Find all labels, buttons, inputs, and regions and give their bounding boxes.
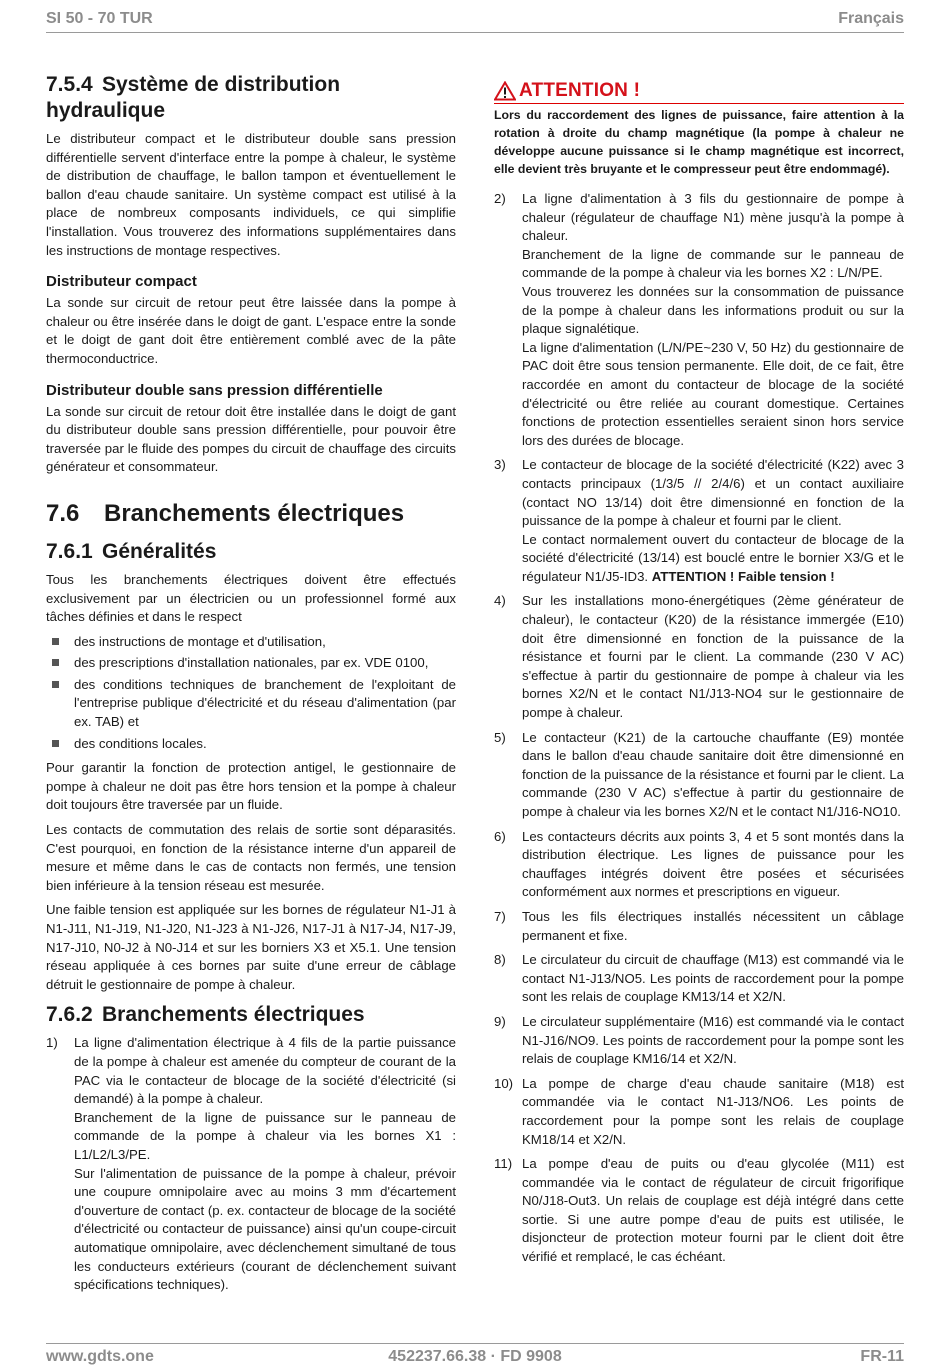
generalites-bullet-list [46,633,456,754]
list-item: 10) La pompe de charge d'eau chaude sanitaire (M18) est commandée via le contact N1-J13/NO6. Les points de raccordement pour la pompe sont les relais de couplage KM18/14 et X2/N. [494,1075,904,1147]
generalites-contacts: Les contacts de commutation des relais de sortie sont déparasités. C'est pourquoi, en fonction de la résistance interne d'un appareil de mesure et même dans le cas de contacts non fermés, une tension bien inférieure à la tension réseau est mesurée. [46,822,456,893]
faible-tension-warning: ATTENTION ! Faible tension ! [651,568,835,584]
distributeur-double-heading: Distributeur double sans pression différentielle [46,381,383,399]
list-item: 5) Le contacteur (K21) de la cartouche chauffante (E9) montée dans le ballon d'eau chaude sanitaire doit être dimensionné en fonction de la puissance de la résistance et fourni par le client. La commande (230 V AC) s'effectue à partir du gestionnaire de pompe à chaleur via les bornes X2/N et le contact N1/J16-NO10. [494,729,904,819]
section-7-6-heading: 7.6 Branchements électriques [46,499,405,527]
square-bullet-icon [52,740,59,747]
warning-triangle-icon [494,81,516,101]
list-item: 4) Sur les installations mono-énergétiques (2ème générateur de chaleur), le contacteur (K20) de la résistance immergée (E10) doit être dimensionné en fonction de la puissance de la résistance et fourni par le client. La commande (230 V AC) s'effectue à partir du gestionnaire de pompe à chaleur via les bornes X2/N et le contact N1/J13-NO4 sur le gestionnaire de pompe à chaleur. [494,593,904,721]
footer-website: www.gdts.one [46,1348,154,1365]
distributeur-compact-text: La sonde sur circuit de retour peut être laissée dans la pompe à chaleur ou être insérée dans le doigt de gant. L'espace entre la sonde et le doigt de gant doit être entièrement comblé avec de la pâte thermoconductrice. [46,295,456,366]
page-footer [46,1343,904,1370]
list-item: 3) Le contacteur de blocage de la société d'électricité (K22) avec 3 contacts principaux (1/3/5 // 2/4/6) et un contact auxiliaire (contact NO 13/14) doit être dimensionné en fonction de la puissance de la pompe à chaleur et fourni par le client. Le contact normalement ouvert du contacteur de blocage de la société d'électricité (13/14) est bouclé entre le bornier X3/G et le régulateur N1/J5-ID3. ATTENTION ! Faible tension ! [494,457,904,584]
list-item: des prescriptions d'installation nationales, par ex. VDE 0100, [46,654,456,673]
header-model: SI 50 - 70 TUR [46,10,153,27]
attention-text: Lors du raccordement des lignes de puissance, faire attention à la rotation à droite du champ magnétique (la pompe à chaleur ne développe aucune puissance si le champ magnétique est incorrect, elle devient très bruyante et le compresseur peut être endommagé). [494,108,904,176]
list-item: des conditions techniques de branchement de l'exploitant de l'entreprise publique d'électricité et du réseau d'alimentation (par ex. TAB) et [46,676,456,732]
section-7-6-1-heading: 7.6.1 Généralités [46,539,217,563]
square-bullet-icon [52,659,59,666]
list-item: 2) La ligne d'alimentation à 3 fils du gestionnaire de pompe à chaleur (régulateur de chauffage N1) mène jusqu'à la pompe à chaleur. Branchement de la ligne de commande sur le panneau de commande de la pompe à chaleur via les bornes X2 : L/N/PE. Vous trouverez les données sur la consommation de puissance de la pompe à chaleur dans les informations produit ou sur la plaque signalétique. La ligne d'alimentation (L/N/PE~230 V, 50 Hz) du gestionnaire de PAC doit être sous tension permanente. Elle doit, de ce fait, être raccordée en amont du contacteur de blocage de la société d'électricité ou être reliée au courant domestique. Certaines fonctions de protection essentielles seraient sinon hors service lors des durées de blocage. [494,191,904,448]
list-item: des instructions de montage et d'utilisation, [46,633,456,652]
generalites-intro: Tous les branchements électriques doivent être effectués exclusivement par un électricien ou un professionnel formé aux tâches définies et dans le respect [46,571,456,625]
list-item: 1) La ligne d'alimentation électrique à 4 fils de la partie puissance de la pompe à chaleur est amenée du compteur de courant de la PAC via le contacteur de blocage de la société d'électricité (si demandé) à la pompe à chaleur. Branchement de la ligne de puissance sur le panneau de commande de la pompe à chaleur via les bornes X1 : L1/L2/L3/PE. Sur l'alimentation de puissance de la pompe à chaleur, prévoir une coupure omnipolaire avec au moins 3 mm d'écartement d'ouverture de contact (p. ex. contacteur de blocage de la société d'électricité ou contacteur de puissance) ainsi qu'un coupe-circuit automatique omnipolaire, avec déclenchement simultané de tous les conducteurs extérieurs (courant de déclenchement suivant spécifications techniques). [46,1035,456,1293]
section-7-5-4-heading: 7.5.4 Système de distribution hydraulique [46,73,341,122]
section-7-6-2-heading: 7.6.2 Branchements électriques [46,1003,365,1027]
attention-title: ATTENTION ! [519,80,641,101]
square-bullet-icon [52,638,59,645]
distributeur-double-text: La sonde sur circuit de retour doit être installée dans le doigt de gant du distributeur double sans pression différentielle, pour pouvoir être traversée par le fluide des pompes du circuit de chauffage des circuits générateur et consommateur. [46,403,456,475]
list-item: 7) Tous les fils électriques installés nécessitent un câblage permanent et fixe. [494,908,904,943]
section-7-5-4-intro: Le distributeur compact et le distributeur double sans pression différentielle servent d'interface entre la pompe à chaleur, le système de distribution de chauffage, le ballon tampon et éventuellement le ballon d'eau chaude sanitaire. Un système compact est utilisé à la place de nombreux composants individuels, ce qui simplifie l'installation. Vous trouverez des informations supplémentaires dans les instructions de montage respectives. [46,131,456,258]
footer-page-number: FR-11 [860,1348,904,1365]
generalites-faible-tension: Une faible tension est appliquée sur les bornes de régulateur N1-J1 à N1-J11, N1-J19, N1-J20, N1-J23 à N1-J26, N17-J1 à N17-J4, N17-J9, N17-J10, N0-J2 à N0-J14 et sur les borniers X3 et X5.1. Une tension réseau appliquée à ces bornes par suite d'une erreur de câblage détruit le gestionnaire de pompe à chaleur. [46,902,456,992]
attention-box [494,80,904,178]
left-column [46,64,456,1301]
page-header [46,6,904,33]
distributeur-compact-heading: Distributeur compact [46,273,197,291]
branchements-list [46,1034,456,1294]
footer-document-number: 452237.66.38 · FD 9908 [388,1348,562,1365]
header-language: Français [838,10,904,27]
branchements-list-continued [494,190,904,1267]
right-column [494,70,904,1273]
list-item: 8) Le circulateur du circuit de chauffage (M13) est commandé via le contact N1-J13/NO5. Les points de raccordement pour la pompe sont les relais de couplage KM13/14 et X2/N. [494,952,904,1005]
list-item: des conditions locales. [46,735,456,754]
generalites-antigel: Pour garantir la fonction de protection antigel, le gestionnaire de pompe à chaleur ne doit pas être hors tension et la pompe à chaleur doit toujours être traversée par un fluide. [46,760,456,813]
list-item: 9) Le circulateur supplémentaire (M16) est commandé via le contact N1-J16/NO9. Les points de raccordement pour la pompe sont les relais de couplage KM16/14 et X2/N. [494,1013,904,1067]
list-item: 6) Les contacteurs décrits aux points 3, 4 et 5 sont montés dans la distribution électrique. Les lignes de puissance pour les chauffages intégrés doivent être posées et sécurisées conformément aux normes et prescriptions en vigueur. [494,828,904,900]
list-item: 11) La pompe d'eau de puits ou d'eau glycolée (M11) est commandée via le contact de régulateur de circuit frigorifique N0/J18-Out3. Un relais de couplage est déjà intégré dans cette sortie. Si une autre pompe d'eau de puits est utilisée, le disjoncteur de protection moteur fourni par le client doit être vérifié et remplacé, le cas échéant. [494,1156,904,1265]
square-bullet-icon [52,681,59,688]
attention-header [494,80,904,104]
